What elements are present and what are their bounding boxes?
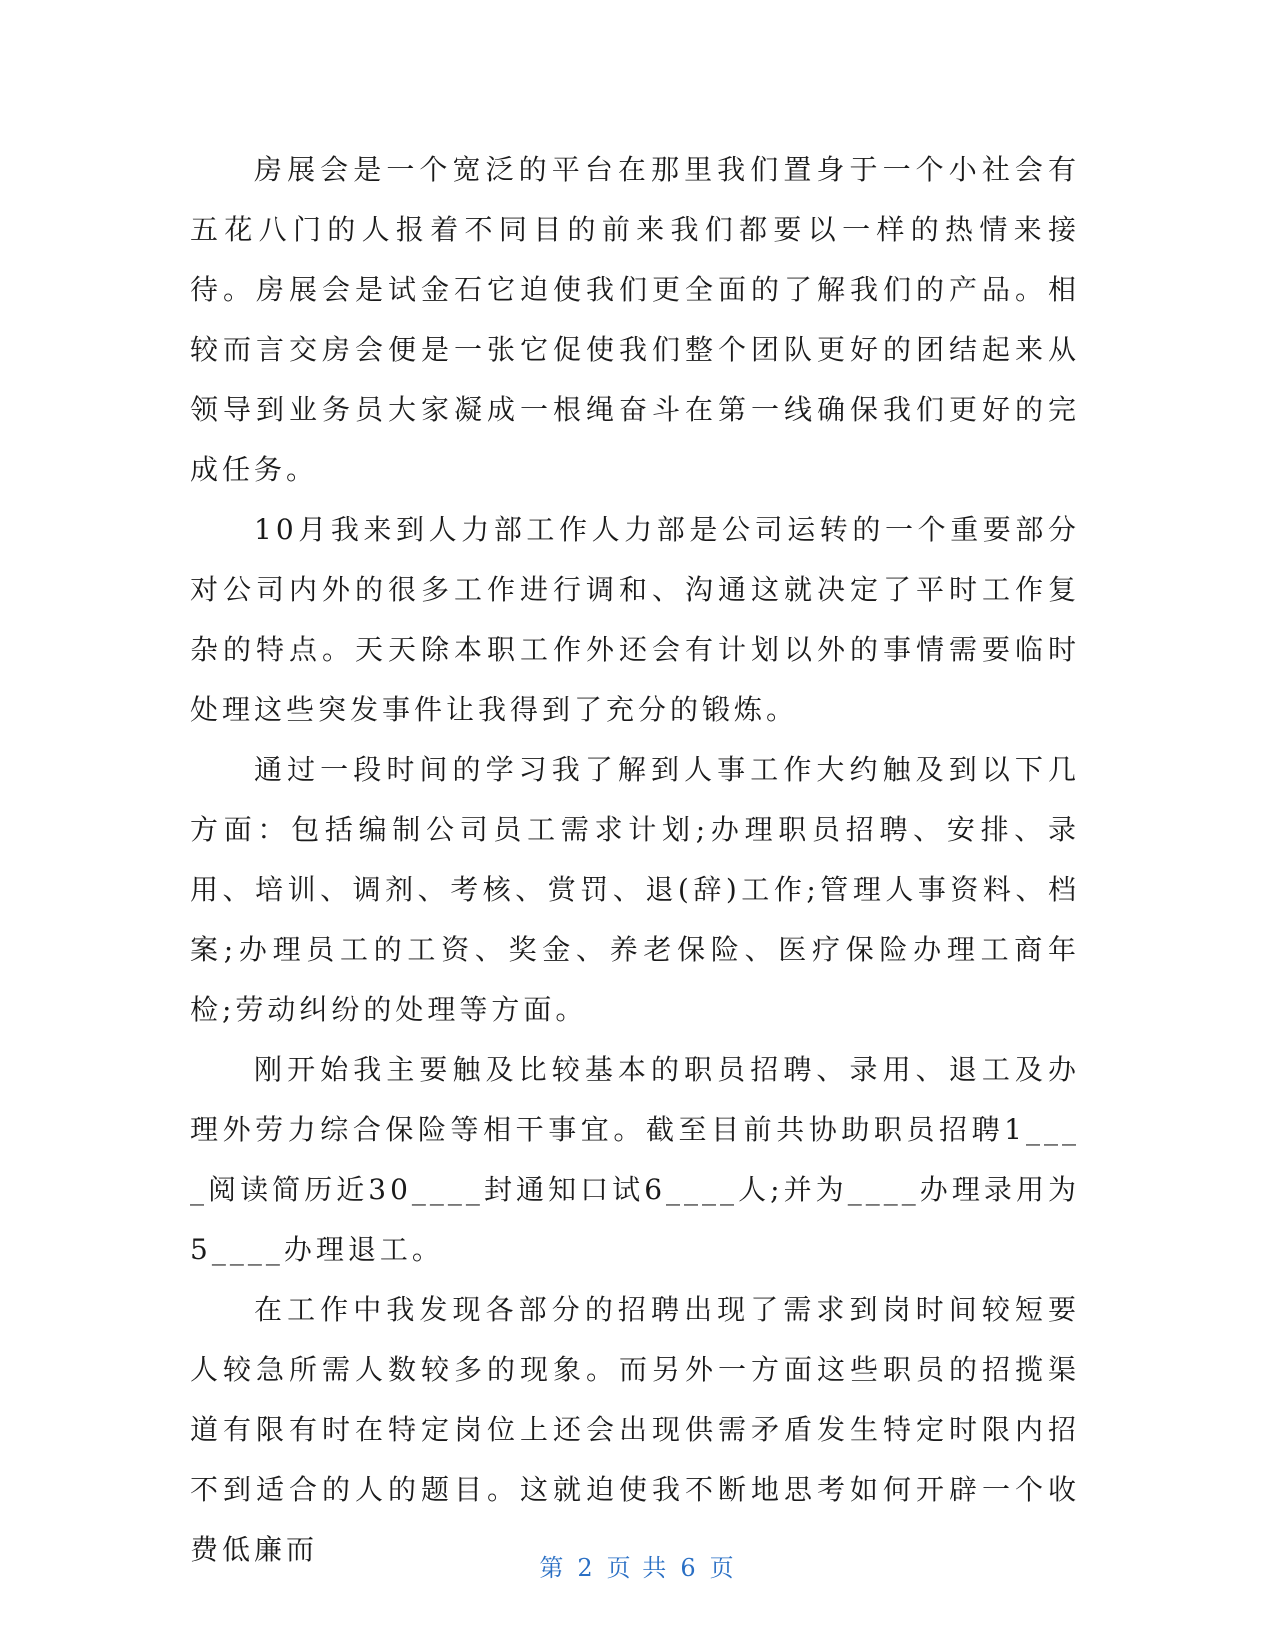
paragraph-4: 刚开始我主要触及比较基本的职员招聘、录用、退工及办理外劳力综合保险等相干事宜。截至目前共协助职员招聘1____阅读简历近30____封通知口试6____人;并为____办理录用为5____办理退工。 bbox=[190, 1053, 1080, 1266]
paragraph-5: 在工作中我发现各部分的招聘出现了需求到岗时间较短要人较急所需人数较多的现象。而另外一方面这些职员的招揽渠道有限有时在特定岗位上还会出现供需矛盾发生特定时限内招不到适合的人的题目。这就迫使我不断地思考如何开辟一个收费低廉而 bbox=[190, 1293, 1080, 1566]
page-footer bbox=[0, 1548, 1275, 1583]
footer-middle: 页 共 bbox=[606, 1554, 669, 1582]
paragraph-3: 通过一段时间的学习我了解到人事工作大约触及到以下几方面：包括编制公司员工需求计划;办理职员招聘、安排、录用、培训、调剂、考核、赏罚、退(辞)工作;管理人事资料、档案;办理员工的工资、奖金、养老保险、医疗保险办理工商年检;劳动纠纷的处理等方面。 bbox=[190, 753, 1080, 1026]
paragraph-1: 房展会是一个宽泛的平台在那里我们置身于一个小社会有五花八门的人报着不同目的前来我们都要以一样的热情来接待。房展会是试金石它迫使我们更全面的了解我们的产品。相较而言交房会便是一张它促使我们整个团队更好的团结起来从领导到业务员大家凝成一根绳奋斗在第一线确保我们更好的完成任务。 bbox=[190, 153, 1080, 486]
paragraph-2: 10月我来到人力部工作人力部是公司运转的一个重要部分对公司内外的很多工作进行调和、沟通这就决定了平时工作复杂的特点。天天除本职工作外还会有计划以外的事情需要临时处理这些突发事件让我得到了充分的锻炼。 bbox=[190, 513, 1080, 726]
footer-suffix: 页 bbox=[709, 1554, 736, 1582]
footer-current-page: 2 bbox=[577, 1554, 595, 1582]
document-body bbox=[190, 140, 1080, 1580]
footer-total-pages: 6 bbox=[680, 1554, 698, 1582]
footer-prefix: 第 bbox=[539, 1554, 566, 1582]
